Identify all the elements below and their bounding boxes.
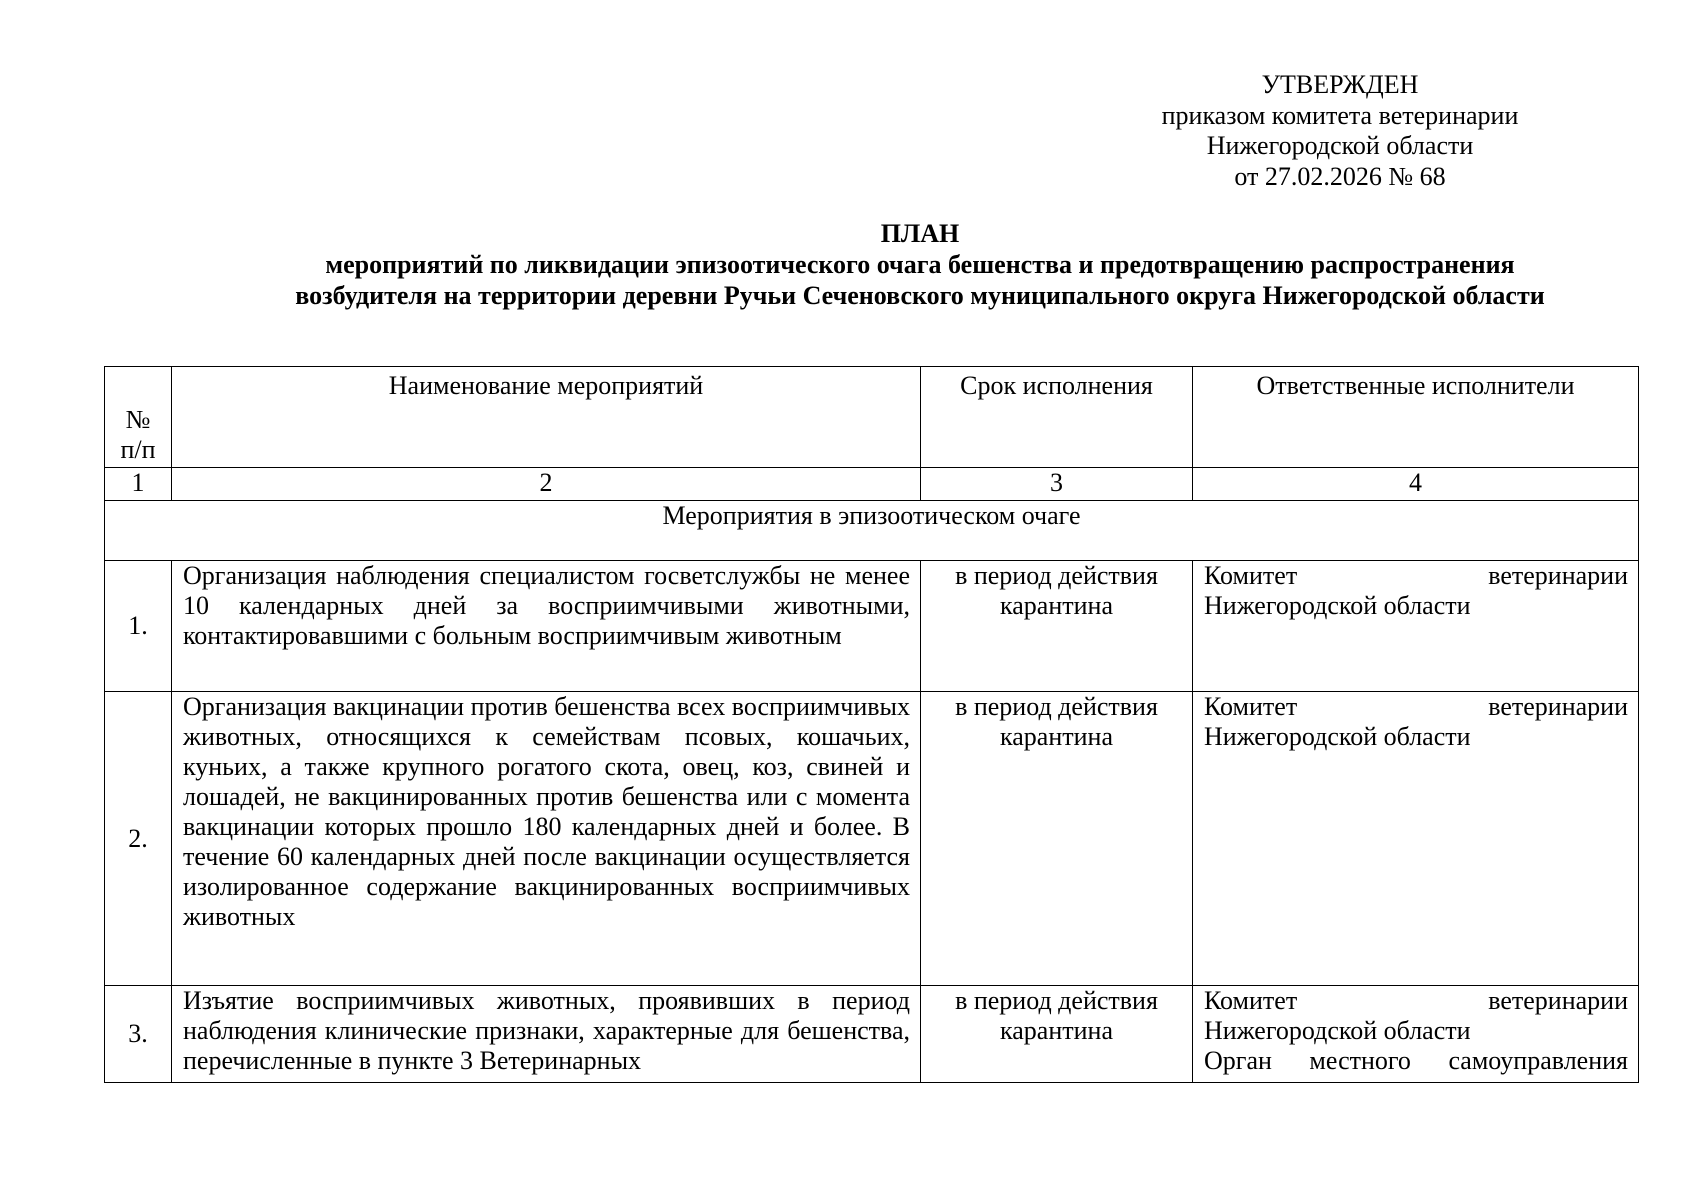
table-row <box>105 692 1639 986</box>
header-term <box>921 367 1193 468</box>
approval-region: Нижегородской области <box>1206 131 1474 160</box>
row-term-line1: в период действия <box>955 561 1158 590</box>
approval-stamp <box>1150 70 1530 192</box>
column-index: 1 <box>105 468 172 501</box>
row-responsible-line2: Нижегородской области <box>1204 1016 1471 1045</box>
table-row <box>105 986 1639 1083</box>
row-responsible <box>1193 561 1639 692</box>
row-term-line1: в период действия <box>955 986 1158 1015</box>
row-responsible-line2: Нижегородской области <box>1204 591 1471 620</box>
row-responsible-line3: Орган местного самоуправления <box>1204 1046 1628 1075</box>
row-term <box>921 561 1193 692</box>
row-term-line2: карантина <box>1000 722 1113 751</box>
approval-title: УТВЕРЖДЕН <box>1261 70 1419 99</box>
approval-order: приказом комитета ветеринарии <box>1161 100 1519 130</box>
row-description-cell <box>172 986 921 1083</box>
row-term-line2: карантина <box>1000 1016 1113 1045</box>
row-description: Организация наблюдения специалистом госветслужбы не менее 10 календарных дней за восприимчивыми животными, контактировавшими с больным восприимчивым животным <box>172 561 921 692</box>
row-responsible-clip <box>1204 986 1628 1082</box>
header-name <box>172 367 921 468</box>
approval-date-number: от 27.02.2026 № 68 <box>1234 161 1446 191</box>
row-term-line1: в период действия <box>955 692 1158 721</box>
row-responsible-line1: Комитет ветеринарии <box>1204 692 1628 721</box>
title-heading: ПЛАН <box>880 219 960 248</box>
header-number-pp: п/п <box>120 435 156 464</box>
column-index: 4 <box>1193 468 1639 501</box>
row-term <box>921 692 1193 986</box>
row-number: 2. <box>105 692 172 986</box>
row-term <box>921 986 1193 1083</box>
section-row <box>105 501 1639 561</box>
section-title: Мероприятия в эпизоотическом очаге <box>105 501 1639 561</box>
column-index: 2 <box>172 468 921 501</box>
column-index: 3 <box>921 468 1193 501</box>
table-row <box>105 561 1639 692</box>
title-subtitle-line1: мероприятий по ликвидации эпизоотического очага бешенства и предотвращению распространения <box>325 250 1515 279</box>
row-term-line2: карантина <box>1000 591 1113 620</box>
header-term-label: Срок исполнения <box>960 371 1153 400</box>
title-subtitle-line2: возбудителя на территории деревни Ручьи Сеченовского муниципального округа Нижегородской области <box>295 281 1545 310</box>
row-description: Организация вакцинации против бешенства всех восприимчивых животных, относящихся к семействам псовых, кошачьих, куньих, а также крупного рогатого скота, овец, коз, свиней и лошадей, не вакцинированных против бешенства или с момента вакцинации которых прошло 180 календарных дней и более. В течение 60 календарных дней после вакцинации осуществляется изолированное содержание вакцинированных восприимчивых животных <box>172 692 921 986</box>
row-responsible-line1: Комитет ветеринарии <box>1204 986 1628 1015</box>
header-responsible <box>1193 367 1639 468</box>
table-header-row <box>105 367 1639 468</box>
column-index-row <box>105 468 1639 501</box>
header-number-sign: № <box>125 405 151 434</box>
header-number <box>105 367 172 468</box>
row-number: 1. <box>105 561 172 692</box>
row-responsible-line2: Нижегородской области <box>1204 722 1471 751</box>
plan-table <box>104 366 1639 1083</box>
row-responsible <box>1193 692 1639 986</box>
row-responsible <box>1193 986 1639 1083</box>
header-responsible-label: Ответственные исполнители <box>1256 371 1575 400</box>
header-name-label: Наименование мероприятий <box>388 371 704 400</box>
row-responsible-line1: Комитет ветеринарии <box>1204 561 1628 590</box>
document-title <box>100 218 1697 311</box>
row-number: 3. <box>105 986 172 1083</box>
row-description: Изъятие восприимчивых животных, проявивших в период наблюдения клинические признаки, характерные для бешенства, перечисленные в пункте 3 Ветеринарных <box>183 986 910 1075</box>
